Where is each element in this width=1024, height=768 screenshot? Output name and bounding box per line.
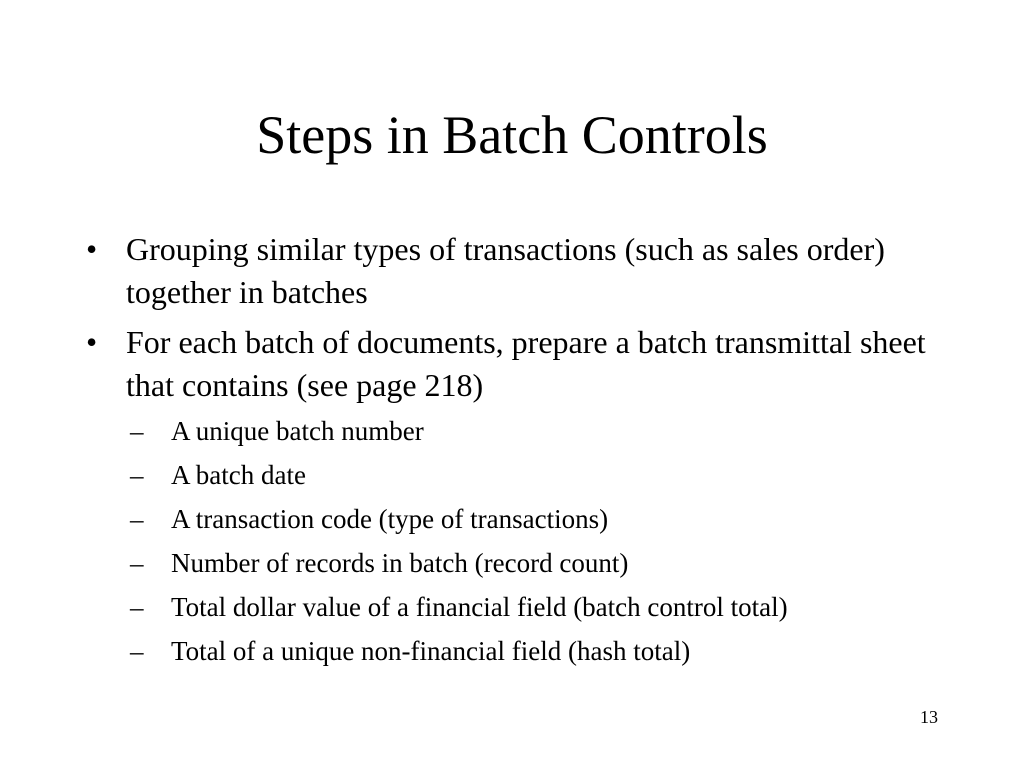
sub-bullet-item [130, 590, 946, 625]
bullet-text: For each batch of documents, prepare a batch transmittal sheet that contains (see page 218) [126, 324, 926, 403]
sub-bullet-text: A unique batch number [171, 416, 424, 446]
bullet-item [86, 228, 946, 314]
bullet-item [86, 321, 946, 407]
sub-bullet-marker: – [130, 460, 144, 490]
sub-bullet-item [130, 634, 946, 669]
bullet-marker: • [86, 231, 98, 267]
sub-bullet-text: Number of records in batch (record count) [171, 548, 629, 578]
sub-bullet-item [130, 546, 946, 581]
sub-bullet-item [130, 414, 946, 449]
sub-bullet-item [130, 502, 946, 537]
sub-bullet-marker: – [130, 592, 144, 622]
sub-bullet-item [130, 458, 946, 493]
sub-bullet-text: A batch date [171, 460, 306, 490]
slide-content [86, 228, 946, 678]
sub-bullet-text: A transaction code (type of transactions) [171, 504, 609, 534]
sub-bullet-text: Total dollar value of a financial field (batch control total) [171, 592, 788, 622]
sub-bullet-text: Total of a unique non-financial field (hash total) [171, 636, 691, 666]
sub-bullet-marker: – [130, 548, 144, 578]
bullet-text: Grouping similar types of transactions (such as sales order) together in batches [126, 231, 885, 310]
sub-bullet-marker: – [130, 636, 144, 666]
sub-bullet-marker: – [130, 416, 144, 446]
page-number: 13 [920, 707, 938, 727]
bullet-marker: • [86, 324, 98, 360]
sub-bullet-marker: – [130, 504, 144, 534]
slide-title: Steps in Batch Controls [256, 105, 768, 165]
